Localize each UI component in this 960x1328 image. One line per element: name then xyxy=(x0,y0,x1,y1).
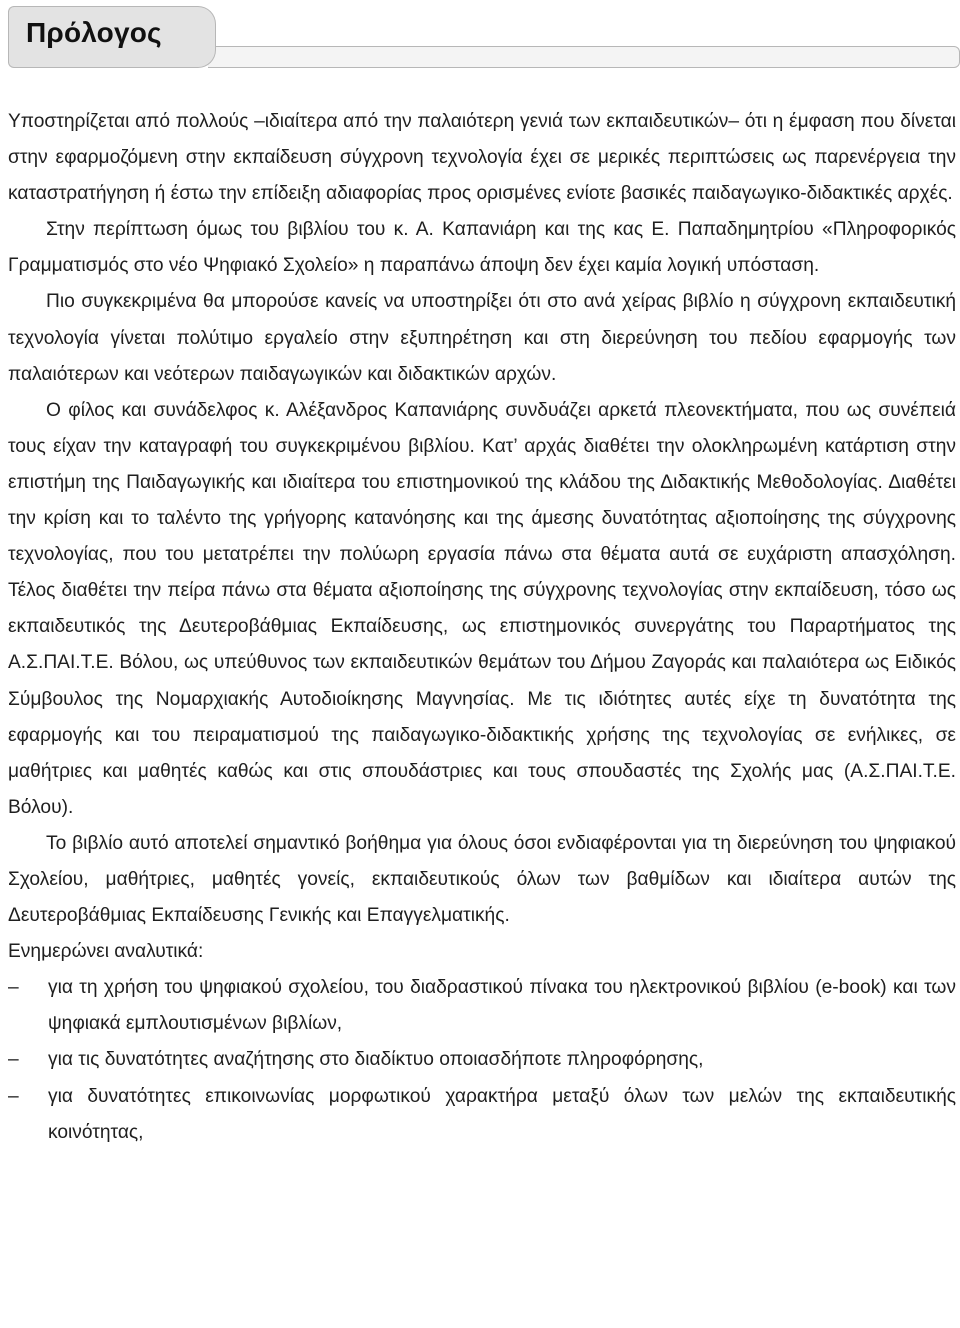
paragraph-3: Πιο συγκεκριμένα θα μπορούσε κανείς να υποστηρίξει ότι στο ανά χείρας βιβλίο η σύγχρονη εκπαιδευτική τεχνολογία γίνεται πολύτιμο εργαλείο στην εξυπηρέτηση και στη διερεύνηση του πεδίου εφαρμογής των παλαιότερων και νεότερων παιδαγωγικών και διδακτικών αρχών. xyxy=(8,291,956,385)
bullet-dash: – xyxy=(8,1085,19,1107)
bullet-dash: – xyxy=(8,1049,19,1071)
body-text xyxy=(8,104,956,1151)
paragraph-5: Το βιβλίο αυτό αποτελεί σημαντικό βοήθημα για όλους όσοι ενδιαφέρονται για τη διερεύνηση του ψηφιακού Σχολείου, μαθήτριες, μαθητές γονείς, εκπαιδευτικούς όλων των βαθμίδων και ιδιαίτερα αυτών της Δευτεροβάθμιας Εκπαίδευσης Γενικής και Επαγγελματικής. xyxy=(8,832,956,927)
page-title: Πρόλογος xyxy=(26,17,162,48)
heading-rule xyxy=(208,46,960,68)
bullet-text: για τις δυνατότητες αναζήτησης στο διαδίκτυο οποιασδήποτε πληροφόρησης, xyxy=(48,1049,704,1071)
bullet-item xyxy=(8,1042,956,1078)
paragraph-2: Στην περίπτωση όμως του βιβλίου του κ. Α. Καπανιάρη και της κας Ε. Παπαδημητρίου «Πληροφορικός Γραμματισμός στο νέο Ψηφιακό Σχολείο» η παραπάνω άποψη δεν έχει καμία λογική υπόσταση. xyxy=(8,219,956,277)
bullet-list xyxy=(8,970,956,1150)
paragraph-6: Ενημερώνει αναλυτικά: xyxy=(8,941,204,963)
bullet-dash: – xyxy=(8,977,19,999)
bullet-text: για τη χρήση του ψηφιακού σχολείου, του διαδραστικού πίνακα του ηλεκτρονικού βιβλίου (e-book) και των ψηφιακά εμπλουτισμένων βιβλίων, xyxy=(48,977,956,1035)
paragraph-1: Υποστηρίζεται από πολλούς –ιδιαίτερα από την παλαιότερη γενιά των εκπαιδευτικών– ότι η έμφαση που δίνεται στην εφαρμοζόμενη στην εκπαίδευση σύγχρονη τεχνολογία έχει σε μερικές περιπτώσεις ως παρενέργεια την καταστρατήγηση ή έστω την επίδειξη αδιαφορίας προς ορισμένες ενίοτε βασικές παιδαγωγικο-διδακτικές αρχές. xyxy=(8,111,956,205)
paragraph-4: Ο φίλος και συνάδελφος κ. Αλέξανδρος Καπανιάρης συνδυάζει αρκετά πλεονεκτήματα, που ως συνέπειά τους είχαν την καταγραφή του συγκεκριμένου βιβλίου. Κατ’ αρχάς διαθέτει την ολοκληρωμένη κατάρτιση στην επιστήμη της Παιδαγωγικής και ιδιαίτερα του επιστημονικού της κλάδου της Διδακτικής Μεθοδολογίας. Διαθέτει την κρίση και το ταλέντο της γρήγορης κατανόησης και της άμεσης δυνατότητας αξιοποίησης της σύγχρονης τεχνολογίας, που του μετατρέπει την πολύωρη εργασία πάνω στα θέματα αυτά σε ευχάριστη απασχόληση. Τέλος διαθέτει την πείρα πάνω στα θέματα αξιοποίησης της σύγχρονης τεχνολογίας στην εκπαίδευση, τόσο ως εκπαιδευτικός της Δευτεροβάθμιας Εκπαίδευσης, ως επιστημονικός συνεργάτης του Παραρτήματος της Α.Σ.ΠΑΙ.Τ.Ε. Βόλου, ως υπεύθυνος των εκπαιδευτικών θεμάτων του Δήμου Ζαγοράς και παλαιότερα ως Ειδικός Σύμβουλος της Νομαρχιακής Αυτοδιοίκησης Μαγνησίας. Με τις ιδιότητες αυτές είχε τη δυνατότητα της εφαρμογής και του πειραματισμού της παιδαγωγικο-διδακτικής χρήσης της τεχνολογίας σε ενήλικες, σε μαθήτριες και μαθητές καθώς και στις σπουδάστριες και τους σπουδαστές της Σχολής μας (Α.Σ.ΠΑΙ.Τ.Ε. Βόλου). xyxy=(8,399,956,818)
bullet-item xyxy=(8,1079,956,1151)
bullet-text: για δυνατότητες επικοινωνίας μορφωτικού χαρακτήρα μεταξύ όλων των μελών της εκπαιδευτικής κοινότητας, xyxy=(48,1085,956,1143)
bullet-item xyxy=(8,970,956,1042)
section-heading-bar xyxy=(8,6,960,70)
